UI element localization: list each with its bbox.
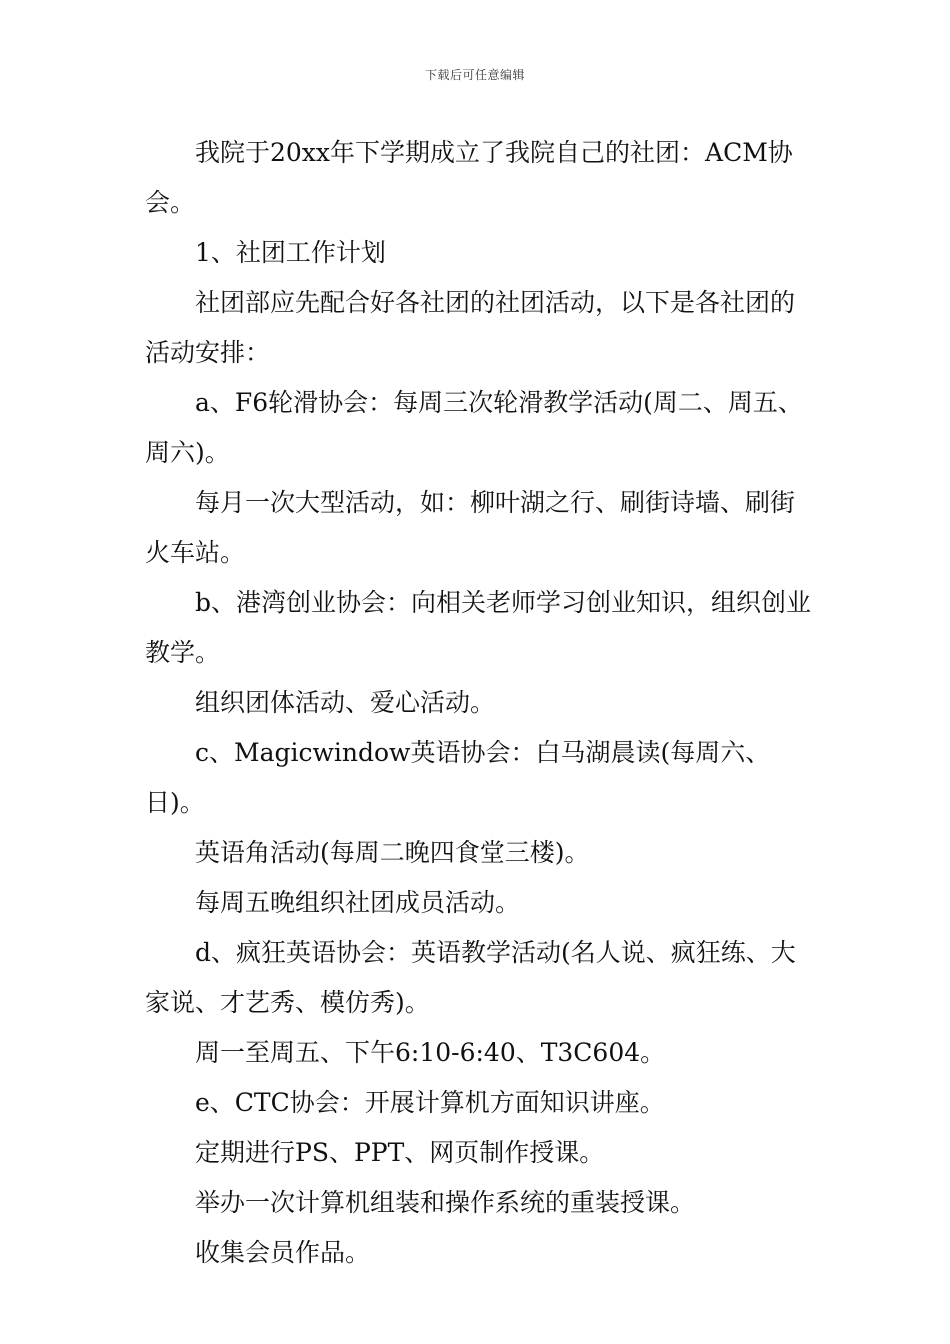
paragraph-item-e-detail-3: 收集会员作品。 bbox=[195, 1238, 371, 1267]
document-body bbox=[145, 128, 815, 1278]
paragraph-item-c-detail-2: 每周五晚组织社团成员活动。 bbox=[195, 888, 521, 917]
paragraph-item-e-detail-1: 定期进行PS、PPT、网页制作授课。 bbox=[195, 1138, 605, 1167]
paragraph-item-b-detail: 组织团体活动、爱心活动。 bbox=[195, 688, 496, 717]
paragraph-item-a-detail: 每月一次大型活动，如：柳叶湖之行、刷街诗墙、刷街火车站。 bbox=[145, 488, 796, 567]
paragraph-item-c: c、Magicwindow英语协会：白马湖晨读(每周六、日)。 bbox=[145, 738, 771, 817]
paragraph-section-heading: 1、社团工作计划 bbox=[195, 238, 386, 267]
page-header: 下载后可任意编辑 bbox=[424, 68, 525, 82]
paragraph-item-b: b、港湾创业协会：向相关老师学习创业知识，组织创业教学。 bbox=[145, 588, 812, 667]
paragraph-item-a: a、F6轮滑协会：每周三次轮滑教学活动(周二、周五、周六)。 bbox=[145, 388, 803, 467]
paragraph-item-d: d、疯狂英语协会：英语教学活动(名人说、疯狂练、大家说、才艺秀、模仿秀)。 bbox=[145, 938, 796, 1017]
paragraph-item-d-detail: 周一至周五、下午6:10-6:40、T3C604。 bbox=[195, 1038, 666, 1067]
paragraph-overview: 社团部应先配合好各社团的社团活动，以下是各社团的活动安排： bbox=[145, 288, 796, 367]
paragraph-intro: 我院于20xx年下学期成立了我院自己的社团：ACM协会。 bbox=[145, 138, 793, 217]
paragraph-item-c-detail-1: 英语角活动(每周二晚四食堂三楼)。 bbox=[195, 838, 590, 867]
paragraph-item-e: e、CTC协会：开展计算机方面知识讲座。 bbox=[195, 1088, 665, 1117]
paragraph-item-e-detail-2: 举办一次计算机组装和操作系统的重装授课。 bbox=[195, 1188, 696, 1217]
